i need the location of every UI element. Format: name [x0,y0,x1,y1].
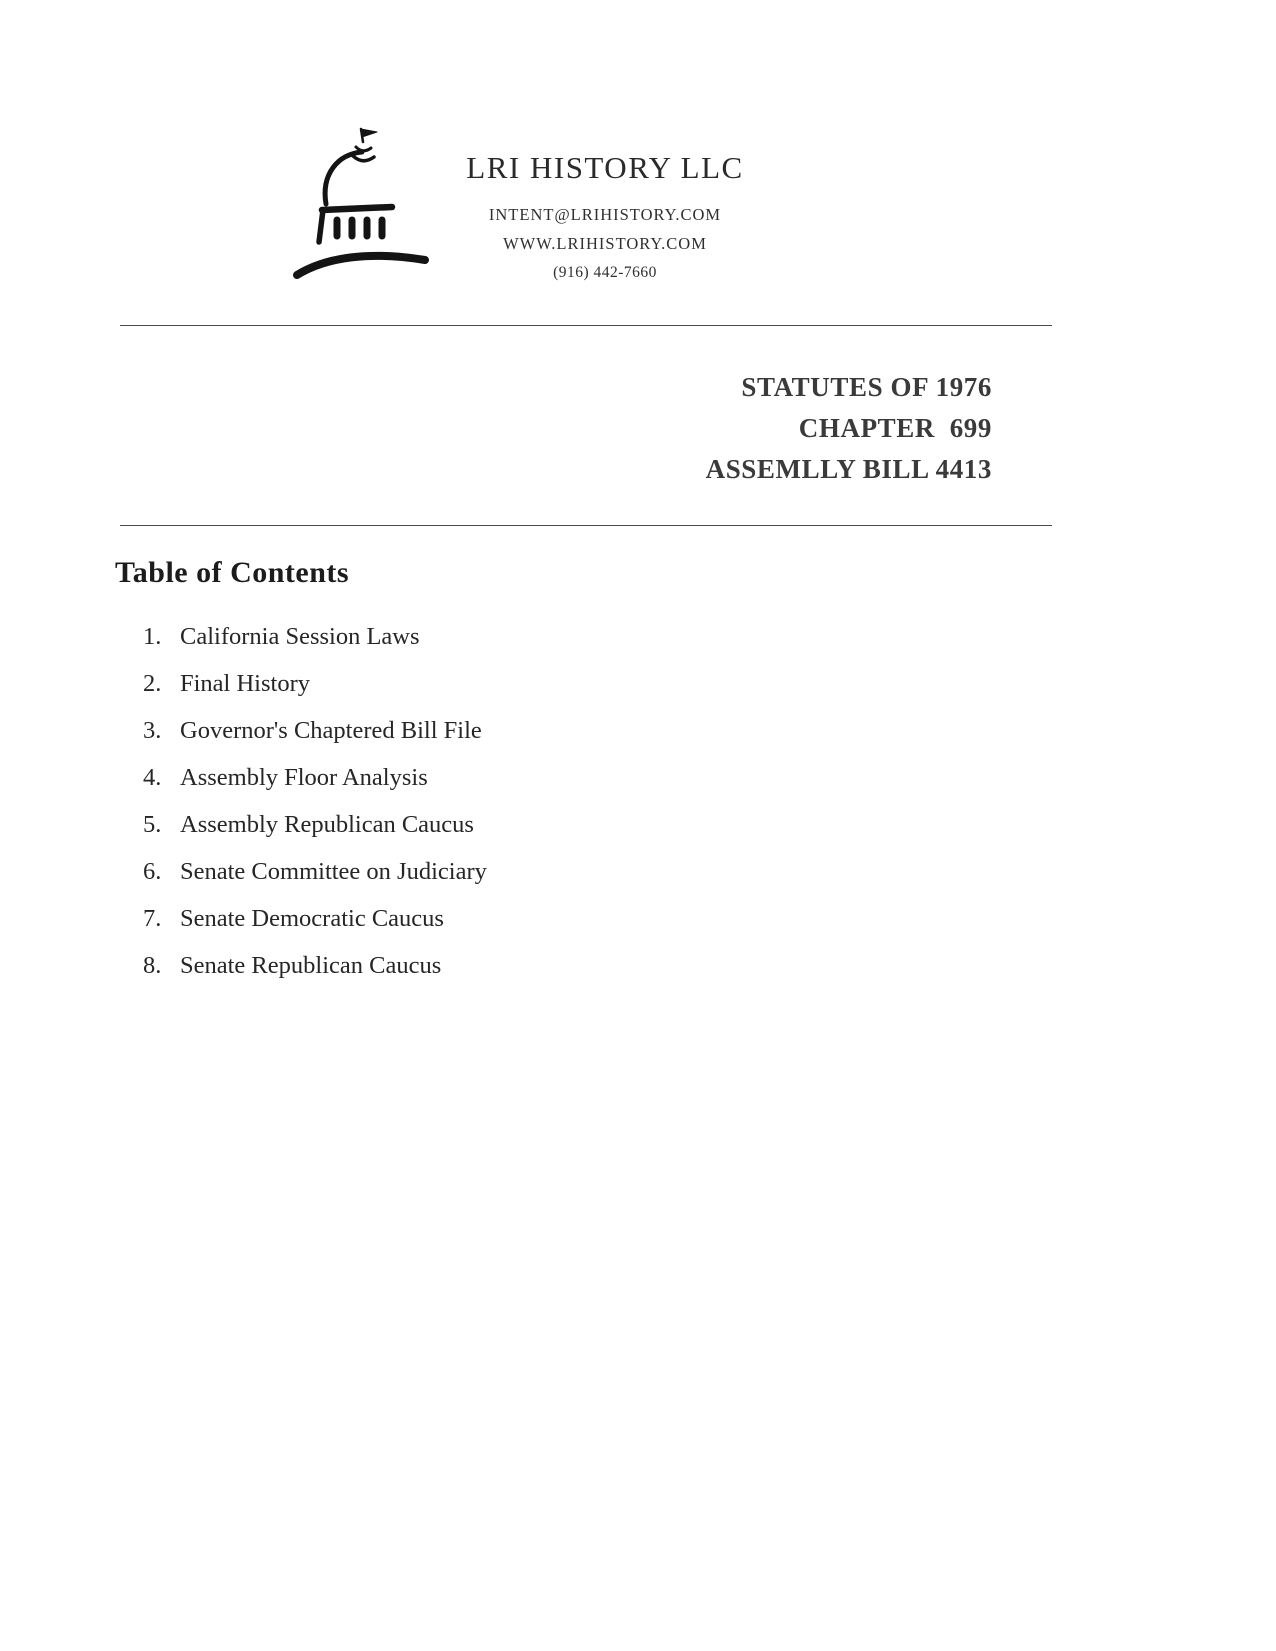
toc-item [143,669,487,698]
toc-item [143,622,487,651]
toc-item [143,857,487,886]
toc-item-label: Assembly Floor Analysis [180,764,428,791]
toc-item-number: 7. [143,905,162,932]
toc-item [143,904,487,933]
toc-item-label: California Session Laws [180,623,420,650]
toc-item [143,810,487,839]
company-email: INTENT@LRIHISTORY.COM [488,205,722,224]
letterhead [455,150,755,287]
toc-item-number: 3. [143,717,162,744]
toc-item [143,763,487,792]
toc-item-label: Senate Democratic Caucus [180,905,444,932]
company-website: WWW.LRIHISTORY.COM [503,234,707,253]
toc-item-label: Assembly Republican Caucus [180,811,474,838]
toc-item-label: Final History [180,670,310,697]
toc-item-number: 8. [143,952,162,979]
toc-item-number: 1. [143,623,162,650]
toc-item-label: Senate Republican Caucus [180,952,442,979]
statute-reference [706,367,992,490]
toc-item-number: 2. [143,670,162,697]
toc-item-label: Senate Committee on Judiciary [180,858,487,885]
toc-item [143,951,487,980]
toc-item-number: 4. [143,764,162,791]
divider-bottom [120,525,1052,526]
divider-top [120,325,1052,326]
toc-item [143,716,487,745]
assembly-bill-line: ASSEMLLY BILL 4413 [705,454,992,484]
statutes-line: STATUTES OF 1976 [741,372,992,402]
toc-item-number: 5. [143,811,162,838]
toc-item-label: Governor's Chaptered Bill File [180,717,482,744]
toc-list [143,622,487,998]
company-phone: (916) 442-7660 [553,264,657,281]
chapter-line: CHAPTER 699 [798,413,992,443]
toc-item-number: 6. [143,858,162,885]
toc-title: Table of Contents [115,556,350,589]
company-name: LRI HISTORY LLC [466,150,744,185]
capitol-logo-icon [292,126,432,286]
